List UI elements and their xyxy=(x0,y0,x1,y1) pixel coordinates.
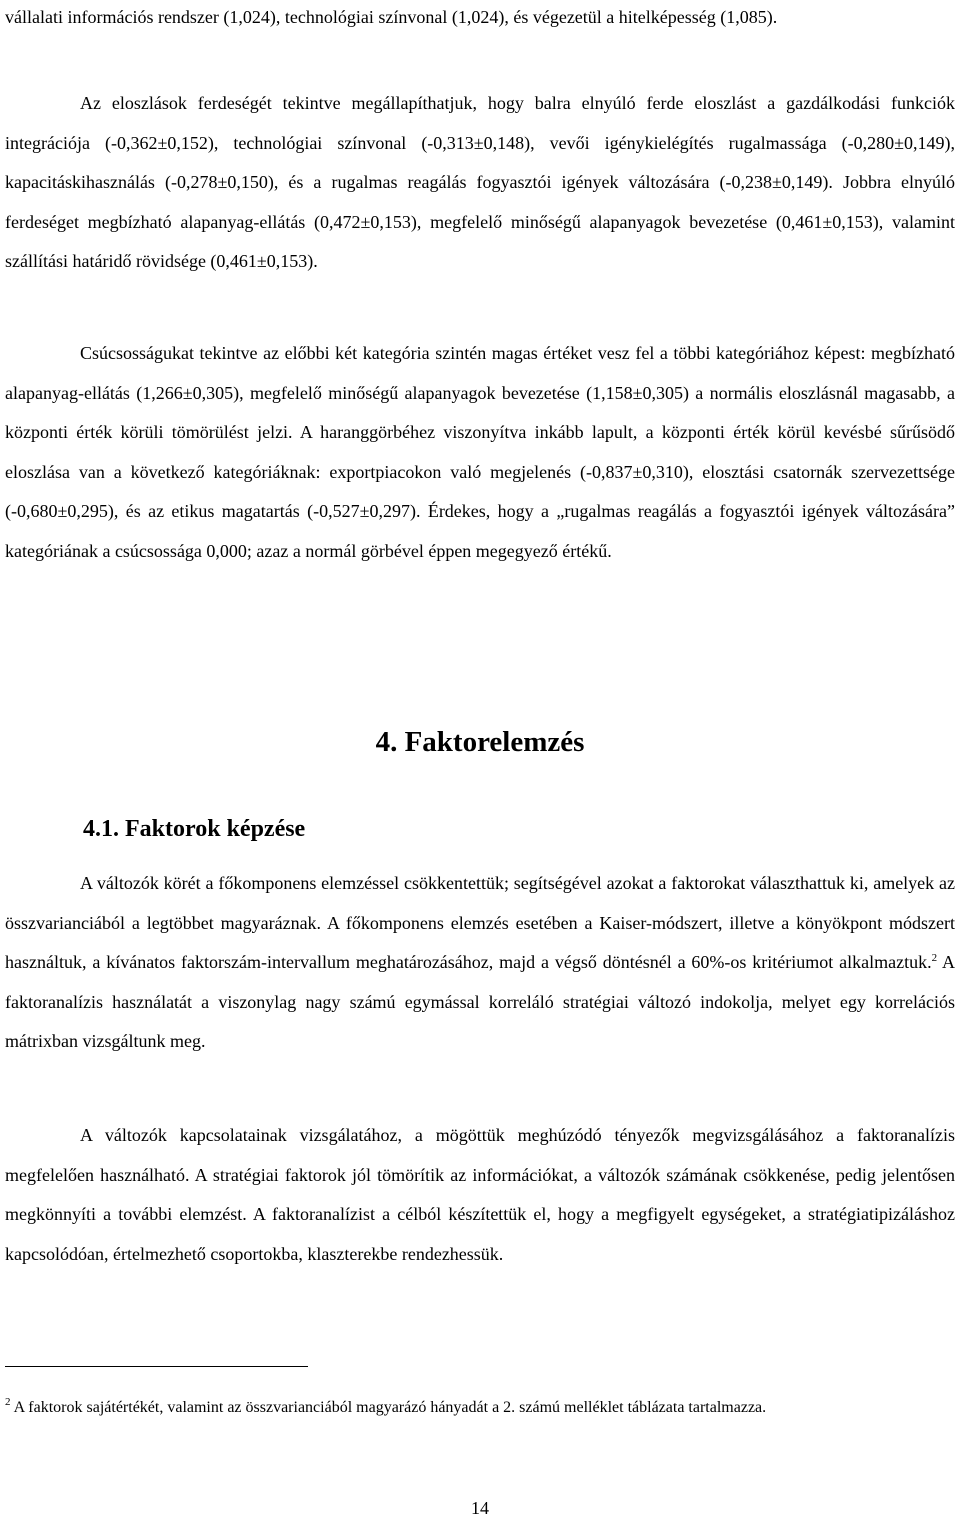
page-number: 14 xyxy=(471,1498,489,1518)
paragraph-pca-text-a: A változók körét a főkomponens elemzéssel csökkentettük; segítségével azokat a faktorokat választhattuk ki, amelyek az összvarianciából a legtöbbet magyaráznak. A főkomponens elemzés esetében a Kaiser-módszert, illetve a könyökpont módszert használtuk, a kívánatos faktorszám-intervallum meghatározásához, majd a végső döntésnél a 60%-os kritériumot alkalmaztuk. xyxy=(5,873,955,973)
footnote-separator xyxy=(5,1366,308,1367)
paragraph-skewness: Az eloszlások ferdeségét tekintve megállapíthatjuk, hogy balra elnyúló ferde eloszlást a gazdálkodási funkciók integrációja (-0,362±0,152), technológiai színvonal (-0,313±0,148), vevői igénykielégítés rugalmassága (-0,280±0,149), kapacitáskihasználás (-0,278±0,150), és a rugalmas reagálás fogyasztói igények változására (-0,238±0,149). Jobbra elnyúló ferdeséget megbízható alapanyag-ellátás (0,472±0,153), megfelelő minőségű alapanyagok bevezetése (0,461±0,153), valamint szállítási határidő rövidsége (0,461±0,153). xyxy=(5,93,955,272)
section-heading: 4.1. Faktorok képzése xyxy=(83,816,306,842)
paragraph-continuation: vállalati információs rendszer (1,024), technológiai színvonal (1,024), és végezetül a hitelképesség (1,085). xyxy=(5,7,778,27)
paragraph-factor-analysis: A változók kapcsolatainak vizsgálatához, a mögöttük meghúzódó tényezők megvizsgálásához a faktoranalízis megfelelően használható. A stratégiai faktorok jól tömörítik az információkat, a változók számának csökkenése, pedig jelentősen megkönnyíti a további elemzést. A faktoranalízist a célból készítettük el, hogy a megfigyelt egységeket, a stratégiatipizáláshoz kapcsolódóan, értelmezhető csoportokba, klaszterekbe rendezhessük. xyxy=(5,1125,955,1264)
paragraph-pca xyxy=(5,864,955,1062)
paragraph-pca-text-b: A faktoranalízis használatát a viszonylag nagy számú egymással korreláló stratégiai változó indokolja, melyet egy korrelációs mátrixban vizsgáltunk meg. xyxy=(5,952,955,1052)
chapter-heading: 4. Faktorelemzés xyxy=(375,726,585,758)
footnote-mark: 2 xyxy=(5,1396,11,1408)
paragraph-kurtosis: Csúcsosságukat tekintve az előbbi két kategória szintén magas értéket vesz fel a többi kategóriához képest: megbízható alapanyag-ellátás (1,266±0,305), megfelelő minőségű alapanyagok bevezetése (1,158±0,305) a normális eloszlásnál magasabb, a központi érték körüli tömörülést jelzi. A haranggörbéhez viszonyítva inkább lapult, a központi érték körül kevésbé sűrűsödő eloszlása van a következő kategóriáknak: exportpiacokon való megjelenés (-0,837±0,310), elosztási csatornák szervezettsége (-0,680±0,295), és az etikus magatartás (-0,527±0,297). Érdekes, hogy a „rugalmas reagálás a fogyasztói igények változására” kategóriának a csúcsossága 0,000; azaz a normál görbével éppen megegyező értékű. xyxy=(5,343,955,561)
footnote-text: A faktorok sajátértékét, valamint az összvarianciából magyarázó hányadát a 2. számú melléklet táblázata tartalmazza. xyxy=(10,1399,767,1416)
footnote xyxy=(5,1390,955,1426)
footnote-reference[interactable]: 2 xyxy=(931,952,938,965)
